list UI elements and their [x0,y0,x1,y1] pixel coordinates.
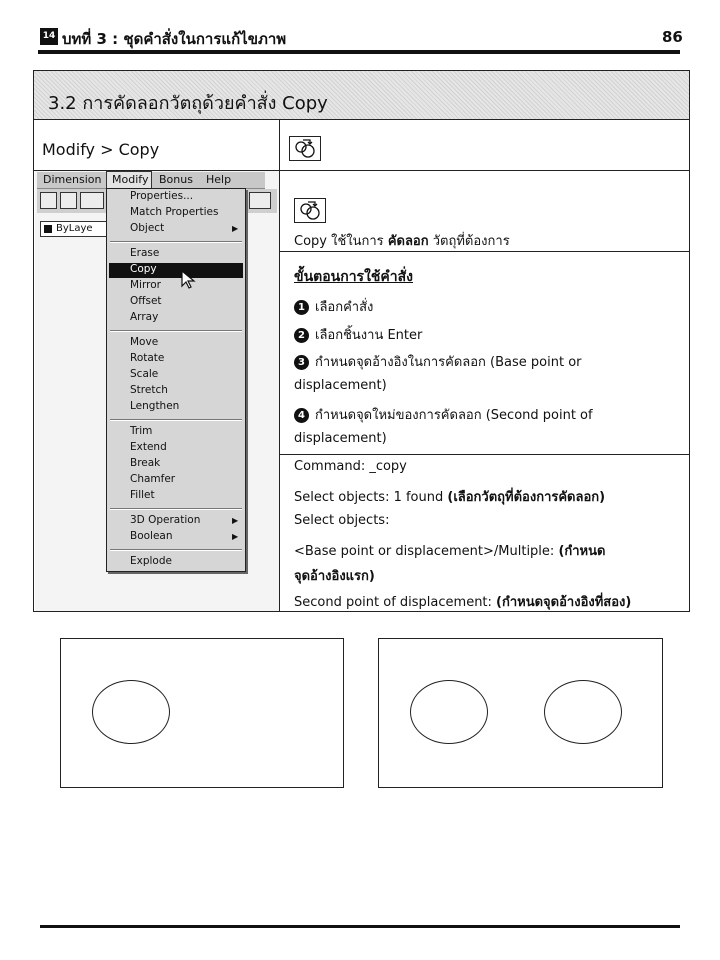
menu-item[interactable]: Chamfer [130,473,176,485]
menu-item[interactable]: Explode [130,555,172,567]
command-line: Select objects: [294,513,390,528]
menu-item[interactable]: Boolean [130,530,173,542]
step-item: 3 กำหนดจุดอ้างอิงในการคัดลอก (Base point or [294,351,582,372]
original-circle [92,680,170,744]
menu-item[interactable]: Move [130,336,159,348]
menu-separator [110,241,242,243]
submenu-arrow-icon: ▶ [232,516,239,525]
menu-separator [110,419,242,421]
chapter-title: บทที่ 3 : ชุดคำสั่งในการแก้ไขภาพ [62,30,287,48]
step-item: 1 เลือกคำสั่ง [294,296,373,317]
menu-item-copy[interactable]: Copy [130,263,157,275]
mouse-pointer-icon [180,270,198,294]
undo-icon[interactable] [40,192,57,209]
menu-help[interactable]: Help [206,173,232,186]
step-item-continued: displacement) [294,378,387,393]
copied-circle [544,680,622,744]
command-line: Select objects: 1 found (เลือกวัตถุที่ต้องการคัดลอก) [294,490,606,505]
menu-item[interactable]: Offset [130,295,162,307]
menu-item[interactable]: 3D Operation [130,514,201,526]
menu-item[interactable]: Lengthen [130,400,180,412]
submenu-arrow-icon: ▶ [232,532,239,541]
menu-separator [110,549,242,551]
menu-item[interactable]: Properties... [130,190,194,202]
command-path: Modify > Copy [42,140,160,159]
step-item: 2 เลือกชิ้นงาน Enter [294,324,422,345]
row-divider [280,251,689,252]
section-title: 3.2 การคัดลอกวัตถุด้วยคำสั่ง Copy [48,93,328,114]
menu-item[interactable]: Fillet [130,489,155,501]
menu-item[interactable]: Stretch [130,384,168,396]
command-line: Second point of displacement: (กำหนดจุดอ้างอิงที่สอง) [294,595,632,610]
layer-name: ByLaye [56,223,93,234]
footer-rule [40,925,680,928]
header-rule [38,50,680,54]
menu-dimension[interactable]: Dimension [43,173,102,186]
menu-item[interactable]: Scale [130,368,159,380]
row-divider [280,454,689,455]
submenu-arrow-icon: ▶ [232,224,239,233]
menu-item[interactable]: Object [130,222,165,234]
step-item: 4 กำหนดจุดใหม่ของการคัดลอก (Second point of [294,404,593,425]
menu-item[interactable]: Trim [130,425,153,437]
column-divider [279,119,280,611]
command-description: Copy ใช้ในการ คัดลอก วัตถุที่ต้องการ [294,234,510,249]
menu-item[interactable]: Erase [130,247,160,259]
chapter-icon: 14 [40,28,58,45]
redo-icon[interactable] [60,192,77,209]
menu-item[interactable]: Array [130,311,159,323]
menu-modify[interactable]: Modify [112,173,149,186]
steps-heading: ขั้นตอนการใช้คำสั่ง [294,269,414,285]
command-line: Command: _copy [294,459,407,474]
command-line: จุดอ้างอิงแรก) [294,569,375,584]
page-number: 86 [662,28,683,46]
copy-icon [289,136,321,161]
pan-icon[interactable] [80,192,104,209]
menu-separator [110,508,242,510]
step-item-continued: displacement) [294,431,387,446]
crosshair-icon[interactable] [249,192,271,209]
menu-item[interactable]: Rotate [130,352,165,364]
layer-color-swatch [44,225,52,233]
menu-item[interactable]: Match Properties [130,206,219,218]
menu-separator [110,330,242,332]
menu-bonus[interactable]: Bonus [159,173,193,186]
menu-item[interactable]: Extend [130,441,167,453]
copy-icon [294,198,326,223]
menu-item[interactable]: Break [130,457,161,469]
command-line: <Base point or displacement>/Multiple: (กำหนด [294,544,606,559]
original-circle [410,680,488,744]
menu-item[interactable]: Mirror [130,279,161,291]
